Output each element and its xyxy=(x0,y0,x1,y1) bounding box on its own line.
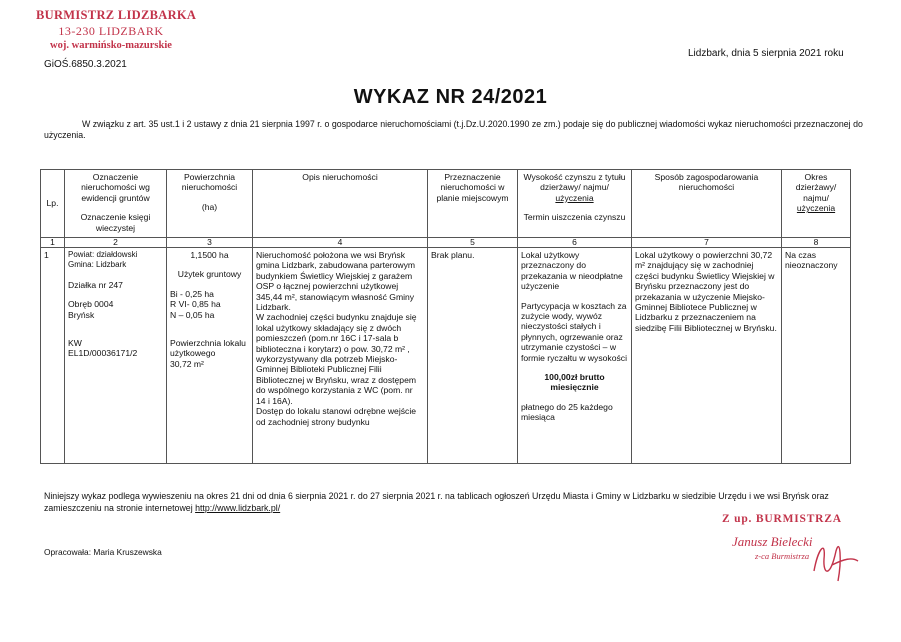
row-designation xyxy=(65,248,167,464)
stamp-line-3: woj. warmińsko-mazurskie xyxy=(50,40,172,51)
signature-authority: Z up. BURMISTRZA xyxy=(722,513,842,525)
row-usage: Lokal użytkowy o powierzchni 30,72 m² znajdujący się w zachodniej części budynku Świetlicy Wiejskiej w Bryńsku przeznaczony jest do przekazania w użyczenie Miejsko-Gminnej Bibliotece Publicznej w Lidzbarku z przeznaczeniem na siedzibę Filii Bibliotecznej w Bryńsku. xyxy=(632,248,782,464)
row-purpose: Brak planu. xyxy=(428,248,518,464)
row-rent-p1: Lokal użytkowy przeznaczony do przekazania w nieodpłatne użyczenie xyxy=(521,250,623,292)
col-number: 3 xyxy=(167,238,253,248)
header-description: Opis nieruchomości xyxy=(253,170,428,238)
row-premises-area-label: Powierzchnia lokalu użytkowego xyxy=(170,338,246,359)
signature-title: z-ca Burmistrza xyxy=(755,551,810,561)
row-precinct-name: Bryńsk xyxy=(68,309,95,320)
row-description-p3: Dostęp do lokalu stanowi odrębne wejście od zachodniej strony budynku xyxy=(256,406,417,427)
row-description xyxy=(253,248,428,464)
table-row xyxy=(41,248,851,464)
website-link[interactable]: http://www.lidzbark.pl/ xyxy=(195,503,281,513)
row-description-p2: W zachodniej części budynku znajduje się lokal użytkowy składający się z dwóch pomieszczeń (pom.nr 16C i 17-sala b biblioteczna i korytarz) o pow. 30,72 m² , wykorzystywany dla potrzeb Miejsko-Gminnej Biblioteki Publicznej Filii Bibliotecznej w Bryńsku, wraz z dostępem do wspólnego korzystania z WC (pom. nr 14 i 16A). xyxy=(256,312,417,406)
posting-notice xyxy=(44,490,864,514)
signature-name: Janusz Bielecki xyxy=(732,534,813,549)
header-period-label: Okres dzierżawy/ najmu/ xyxy=(795,172,837,203)
col-number: 7 xyxy=(632,238,782,248)
row-area xyxy=(167,248,253,464)
col-number: 1 xyxy=(41,238,65,248)
row-area-total: 1,1500 ha xyxy=(190,250,229,260)
row-kw-label: KW xyxy=(68,338,82,349)
prepared-by: Opracowała: Maria Kruszewska xyxy=(44,547,162,557)
row-plot: Działka nr 247 xyxy=(68,279,123,290)
row-precinct: Obręb 0004 xyxy=(68,299,114,310)
header-purpose: Przeznaczenie nieruchomości w planie miejscowym xyxy=(428,170,518,238)
header-lp: Lp. xyxy=(41,170,65,238)
row-land-bi: Bi - 0,25 ha xyxy=(170,288,214,299)
row-rent xyxy=(518,248,632,464)
row-powiat: Powiat: działdowski xyxy=(68,250,138,259)
office-stamp xyxy=(36,8,197,51)
header-area-unit: (ha) xyxy=(201,201,218,212)
header-area xyxy=(167,170,253,238)
signature-stamp xyxy=(700,513,880,561)
header-designation-registry: Oznaczenie nieruchomości wg ewidencji gruntów xyxy=(81,172,150,203)
header-designation-landbook: Oznaczenie księgi wieczystej xyxy=(80,212,151,233)
header-designation xyxy=(65,170,167,238)
col-number: 4 xyxy=(253,238,428,248)
row-rent-p2: Partycypacja w kosztach za zużycie wody, wywóz nieczystości stałych i płynnych, ogrzewanie oraz utrzymanie czystości – w formie ryczałtu w wysokości xyxy=(521,300,628,363)
header-rent-label: Wysokość czynszu z tytułu dzierżawy/ najmu/ xyxy=(523,172,626,193)
row-gmina: Gmina: Lidzbark xyxy=(68,260,127,270)
header-rent-term: Termin uiszczenia czynszu xyxy=(523,212,626,223)
row-land-use-label: Użytek gruntowy xyxy=(177,269,242,280)
stamp-line-2: 13-230 LIDZBARK xyxy=(58,24,164,38)
col-number: 5 xyxy=(428,238,518,248)
header-period-underlined: użyczenia xyxy=(796,203,836,214)
header-period xyxy=(782,170,851,238)
intro-paragraph: W związku z art. 35 ust.1 i 2 ustawy z dnia 21 sierpnia 1997 r. o gospodarce nieruchomościami (t.j.Dz.U.2020.1990 ze zm.) podaje się do publicznej wiadomości wykaz nieruchomości przeznaczonej do użyczenia. xyxy=(44,119,863,140)
document-title: WYKAZ NR 24/2021 xyxy=(353,86,548,108)
row-kw-number: EL1D/00036171/2 xyxy=(68,348,138,359)
posting-notice-text: Niniejszy wykaz podlega wywieszeniu na okres 21 dni od dnia 6 sierpnia 2021 r. do 27 sierpnia 2021 r. na tablicach ogłoszeń Urzędu Miasta i Gminy w Lidzbarku w siedzibie Urzędu i we wsi Bryńsk oraz zamieszczeniu na stronie internetowej xyxy=(44,491,829,513)
header-rent xyxy=(518,170,632,238)
property-table xyxy=(40,169,851,464)
handwritten-signature-icon xyxy=(796,529,866,589)
row-period: Na czas nieoznaczony xyxy=(782,248,851,464)
stamp-line-1: BURMISTRZ LIDZBARKA xyxy=(36,8,197,22)
row-lp: 1 xyxy=(41,248,65,464)
col-number: 2 xyxy=(65,238,167,248)
row-description-p1: Nieruchomość położona we wsi Bryńsk gmina Lidzbark, zabudowana parterowym budynkiem Świetlicy Wiejskiej z garażem OSP o łącznej powierzchni użytkowej 345,44 m², stanowiącym własność Gminy Lidzbark. xyxy=(256,250,416,313)
col-number: 6 xyxy=(518,238,632,248)
table-header-row xyxy=(41,170,851,238)
row-premises-area-value: 30,72 m² xyxy=(170,358,204,369)
col-number: 8 xyxy=(782,238,851,248)
date-line: Lidzbark, dnia 5 sierpnia 2021 roku xyxy=(688,48,844,59)
column-number-row xyxy=(41,238,851,248)
row-land-n: N – 0,05 ha xyxy=(170,309,215,320)
header-rent-underlined: użyczenia xyxy=(555,192,594,203)
reference-number: GiOŚ.6850.3.2021 xyxy=(44,59,127,70)
row-land-rvi: R VI- 0,85 ha xyxy=(170,299,221,310)
header-usage: Sposób zagospodarowania nieruchomości xyxy=(632,170,782,238)
header-area-label: Powierzchnia nieruchomości xyxy=(181,172,238,193)
row-rent-amount: 100,00zł brutto miesięcznie xyxy=(544,372,605,393)
row-rent-p3: płatnego do 25 każdego miesiąca xyxy=(521,401,613,423)
